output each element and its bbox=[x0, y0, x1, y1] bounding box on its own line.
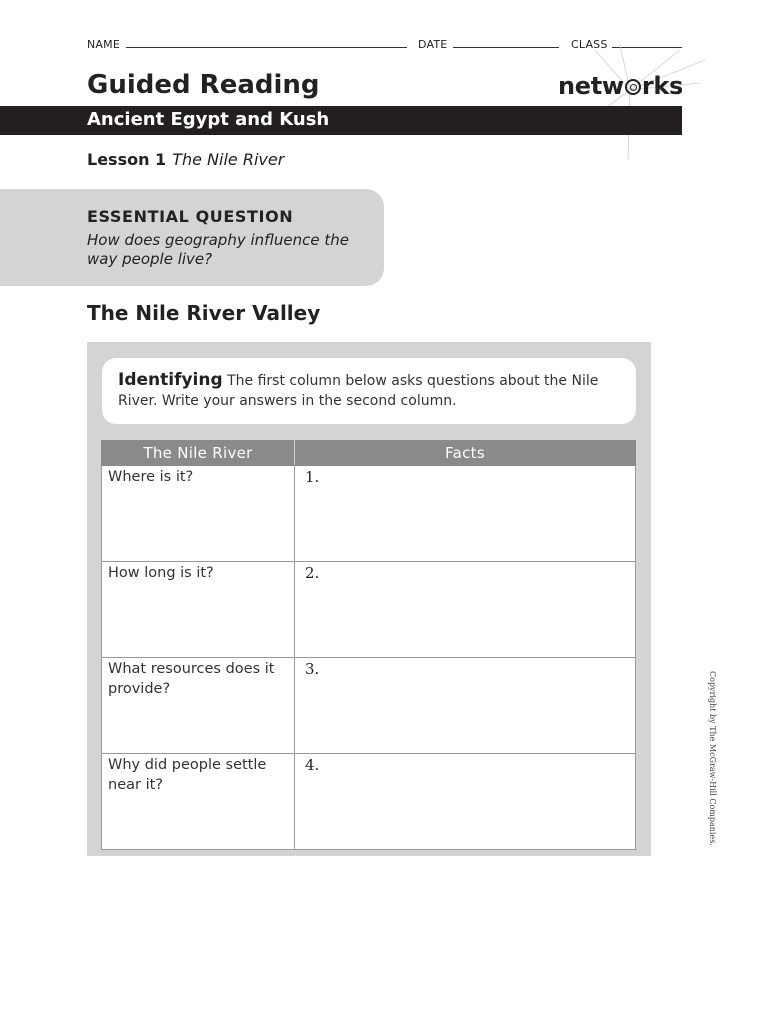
answer-number: 2. bbox=[305, 564, 320, 582]
column-header-nile-river: The Nile River bbox=[102, 441, 295, 466]
nile-river-table bbox=[101, 440, 636, 850]
date-field-line[interactable] bbox=[453, 47, 559, 48]
answer-cell[interactable] bbox=[295, 658, 636, 754]
date-label: DATE bbox=[418, 38, 448, 51]
instructions bbox=[118, 370, 623, 411]
question-cell: Why did people settle near it? bbox=[102, 754, 295, 850]
instructions-text: The first column below asks questions about the Nile River. Write your answers in the second column. bbox=[118, 373, 599, 409]
table-row bbox=[102, 466, 636, 562]
copyright-notice: Copyright by The McGraw-Hill Companies. bbox=[708, 671, 717, 846]
table-row bbox=[102, 562, 636, 658]
essential-question-heading: ESSENTIAL QUESTION bbox=[87, 207, 294, 226]
chapter-title: Ancient Egypt and Kush bbox=[87, 109, 330, 130]
answer-number: 1. bbox=[305, 468, 320, 486]
question-cell: Where is it? bbox=[102, 466, 295, 562]
starburst-decoration bbox=[560, 45, 710, 165]
answer-cell[interactable] bbox=[295, 754, 636, 850]
answer-cell[interactable] bbox=[295, 466, 636, 562]
name-label: NAME bbox=[87, 38, 120, 51]
table-row bbox=[102, 658, 636, 754]
answer-cell[interactable] bbox=[295, 562, 636, 658]
answer-number: 4. bbox=[305, 756, 320, 774]
logo-o-icon bbox=[625, 79, 641, 95]
name-field-line[interactable] bbox=[126, 47, 407, 48]
instructions-skill: Identifying bbox=[118, 370, 223, 390]
question-cell: How long is it? bbox=[102, 562, 295, 658]
question-cell: What resources does it provide? bbox=[102, 658, 295, 754]
lesson-name: The Nile River bbox=[172, 150, 285, 169]
answer-number: 3. bbox=[305, 660, 320, 678]
class-label: CLASS bbox=[571, 38, 608, 51]
column-header-facts: Facts bbox=[295, 441, 636, 466]
lesson-label: Lesson 1 bbox=[87, 150, 167, 169]
page-title: Guided Reading bbox=[87, 70, 320, 100]
networks-logo: netw rks bbox=[558, 72, 683, 100]
lesson-heading bbox=[87, 150, 284, 169]
section-title: The Nile River Valley bbox=[87, 301, 321, 325]
essential-question-text: How does geography influence the way people live? bbox=[87, 231, 349, 268]
table-row bbox=[102, 754, 636, 850]
